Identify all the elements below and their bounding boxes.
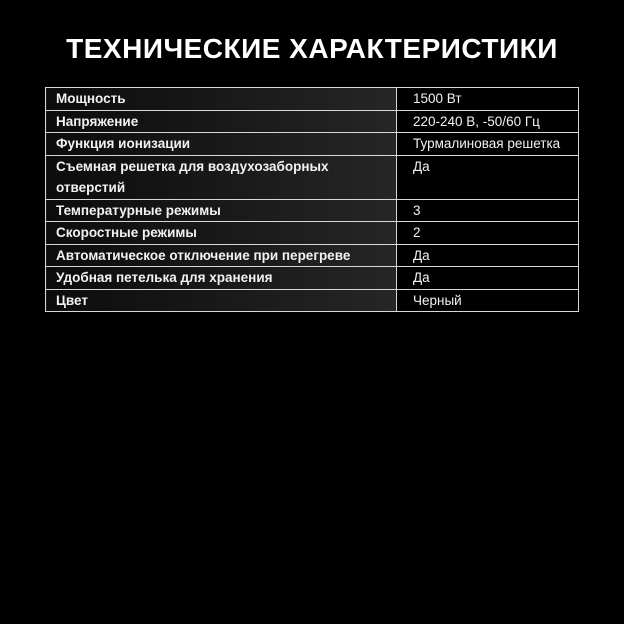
spec-name: Температурные режимы <box>46 199 397 222</box>
spec-name: Удобная петелька для хранения <box>46 267 397 290</box>
spec-value: Турмалиновая решетка <box>397 133 579 156</box>
spec-name: Скоростные режимы <box>46 222 397 245</box>
spec-name: Съемная решетка для воздухозаборных отверстий <box>46 155 397 199</box>
specs-table <box>45 87 579 312</box>
spec-name: Автоматическое отключение при перегреве <box>46 244 397 267</box>
table-row <box>46 88 579 111</box>
table-row <box>46 110 579 133</box>
spec-name: Цвет <box>46 289 397 312</box>
table-row <box>46 289 579 312</box>
spec-value: Да <box>397 267 579 290</box>
table-row <box>46 155 579 199</box>
table-row <box>46 199 579 222</box>
spec-name: Функция ионизации <box>46 133 397 156</box>
table-row <box>46 133 579 156</box>
spec-value: Да <box>397 155 579 199</box>
spec-value: Да <box>397 244 579 267</box>
table-row <box>46 244 579 267</box>
table-row <box>46 267 579 290</box>
spec-value: 3 <box>397 199 579 222</box>
spec-value: 2 <box>397 222 579 245</box>
spec-name: Напряжение <box>46 110 397 133</box>
page-title: ТЕХНИЧЕСКИЕ ХАРАКТЕРИСТИКИ <box>66 33 558 64</box>
spec-name: Мощность <box>46 88 397 111</box>
table-row <box>46 222 579 245</box>
spec-value: 220-240 В, -50/60 Гц <box>397 110 579 133</box>
spec-value: 1500 Вт <box>397 88 579 111</box>
spec-value: Черный <box>397 289 579 312</box>
